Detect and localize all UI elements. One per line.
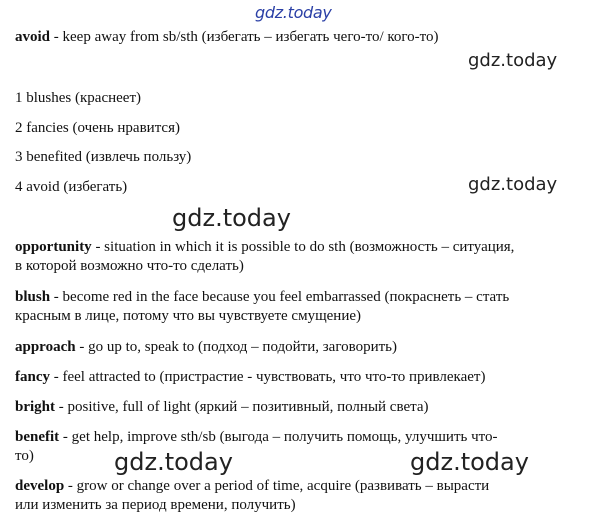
glossary-definition: - get help, improve sth/sb (выгода – получить помощь, улучшить что- [59, 429, 498, 445]
glossary-definition-continued: то) [15, 448, 34, 464]
glossary-term: approach [15, 339, 76, 355]
glossary-definition-continued: в которой возможно что-то сделать) [15, 258, 244, 274]
glossary-definition: - feel attracted to (пристрастие - чувствовать, что что-то привлекает) [50, 369, 486, 385]
glossary-entry-benefit [15, 428, 498, 446]
glossary-entry-fancy [15, 368, 485, 386]
entry-definition: - keep away from sb/sth (избегать – избегать чего-то/ кого-то) [50, 29, 439, 45]
glossary-definition-continued: или изменить за период времени, получить) [15, 497, 296, 513]
answer-item: 3 benefited (извлечь пользу) [15, 149, 192, 165]
glossary-entry-blush [15, 288, 509, 306]
answer-item: 1 blushes (краснеет) [15, 90, 141, 106]
glossary-term: benefit [15, 429, 60, 445]
watermark-right-1: gdz.today [468, 50, 558, 71]
entry-term: avoid [15, 29, 51, 45]
glossary-term: fancy [15, 369, 50, 385]
watermark-center: gdz.today [172, 204, 291, 232]
glossary-entry-opportunity [15, 238, 514, 256]
glossary-entry-bright [15, 398, 429, 416]
answer-item: 2 fancies (очень нравится) [15, 120, 180, 136]
glossary-term: develop [15, 478, 65, 494]
watermark-bottom-left: gdz.today [114, 448, 233, 476]
glossary-term: opportunity [15, 239, 92, 255]
glossary-definition: - positive, full of light (яркий – позитивный, полный света) [55, 399, 429, 415]
glossary-term: blush [15, 289, 51, 305]
entry-avoid [15, 28, 439, 46]
glossary-definition: - grow or change over a period of time, acquire (развивать – вырасти [64, 478, 490, 494]
watermark-top: gdz.today [255, 3, 332, 22]
glossary-definition: - situation in which it is possible to do sth (возможность – ситуация, [91, 239, 515, 255]
answer-item: 4 avoid (избегать) [15, 179, 128, 195]
glossary-definition: - go up to, speak to (подход – подойти, заговорить) [75, 339, 398, 355]
glossary-entry-approach [15, 338, 397, 356]
watermark-bottom-right: gdz.today [410, 448, 529, 476]
glossary-definition-continued: красным в лице, потому что вы чувствуете смущение) [15, 308, 361, 324]
glossary-definition: - become red in the face because you feel embarrassed (покраснеть – стать [50, 289, 510, 305]
watermark-right-2: gdz.today [468, 174, 558, 195]
glossary-entry-develop [15, 477, 489, 495]
glossary-term: bright [15, 399, 56, 415]
